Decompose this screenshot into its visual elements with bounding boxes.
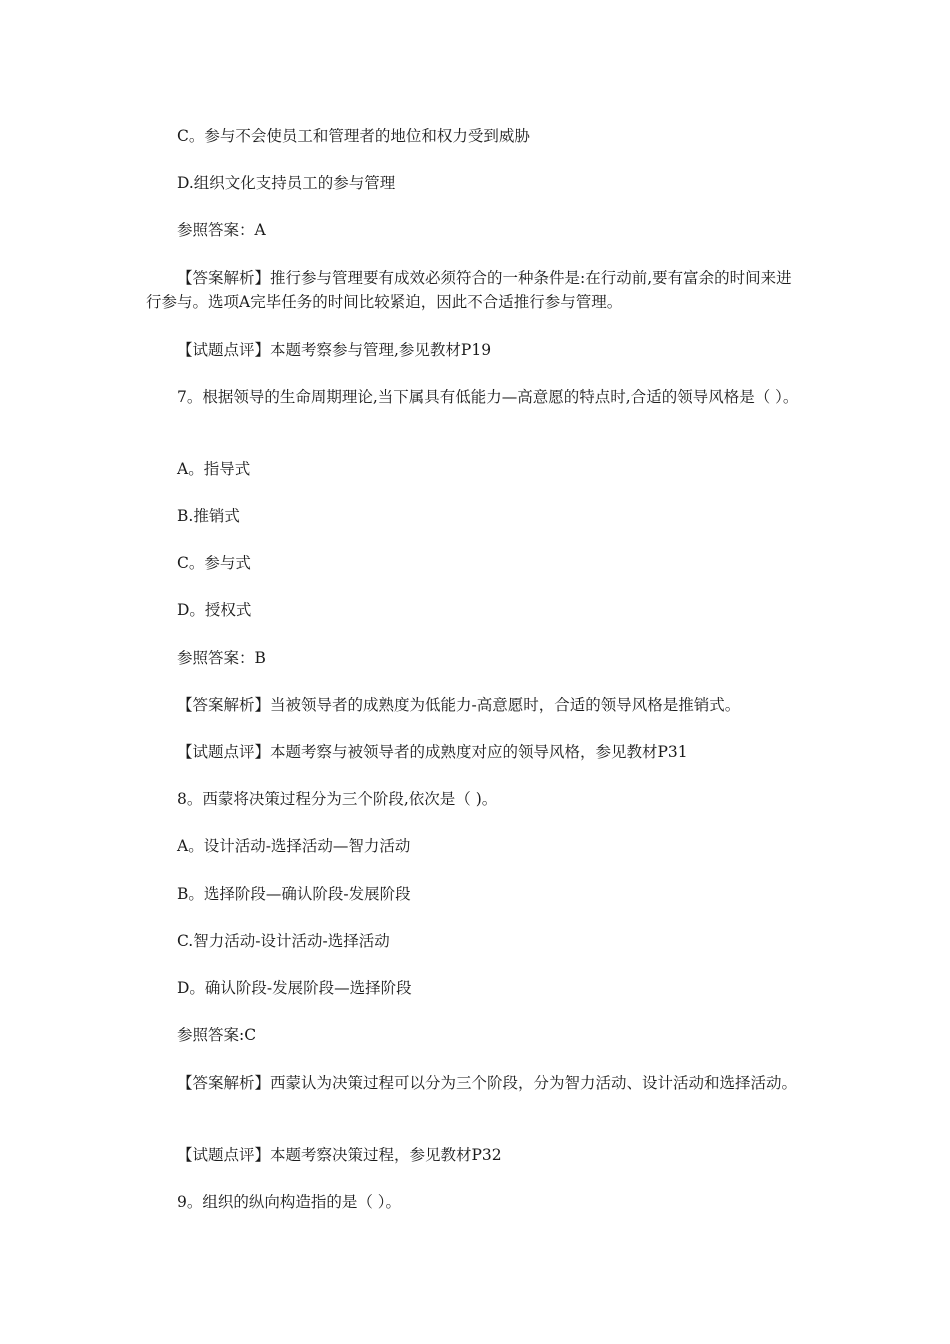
q9-question: 9。组织的纵向构造指的是（ ）。: [177, 1193, 402, 1211]
q6-option-d: D.组织文化支持员工的参与管理: [177, 174, 396, 192]
q6-comment: 【试题点评】本题考察参与管理,参见教材P19: [177, 341, 492, 359]
q6-analysis: 【答案解析】推行参与管理要有成效必须符合的一种条件是:在行动前,要有富余的时间来进行参与。选项A完毕任务的时间比较紧迫，因此不合适推行参与管理。: [146, 269, 792, 311]
q7-option-c: C。参与式: [177, 554, 251, 572]
q8-comment: 【试题点评】本题考察决策过程，参见教材P32: [177, 1146, 502, 1164]
q7-question: 7。根据领导的生命周期理论,当下属具有低能力—高意愿的特点时,合适的领导风格是（ ）。: [177, 388, 799, 406]
q8-option-d: D。确认阶段-发展阶段—选择阶段: [177, 979, 412, 997]
q7-option-b: B.推销式: [177, 507, 240, 525]
q6-answer: 参照答案：A: [177, 221, 266, 239]
q8-option-c: C.智力活动-设计活动-选择活动: [177, 932, 390, 950]
q7-analysis: 【答案解析】当被领导者的成熟度为低能力-高意愿时，合适的领导风格是推销式。: [177, 696, 741, 714]
q6-option-c: C。参与不会使员工和管理者的地位和权力受到威胁: [177, 127, 530, 145]
q8-analysis: 【答案解析】西蒙认为决策过程可以分为三个阶段，分为智力活动、设计活动和选择活动。: [177, 1074, 798, 1092]
q7-option-d: D。授权式: [177, 601, 252, 619]
q7-option-a: A。指导式: [177, 460, 251, 478]
q7-comment: 【试题点评】本题考察与被领导者的成熟度对应的领导风格，参见教材P31: [177, 743, 688, 761]
q8-option-b: B。选择阶段—确认阶段-发展阶段: [177, 885, 411, 903]
q8-question: 8。西蒙将决策过程分为三个阶段,依次是（ )。: [177, 790, 498, 808]
q8-option-a: A。设计活动-选择活动—智力活动: [177, 837, 411, 855]
q7-answer: 参照答案：B: [177, 649, 266, 667]
q8-answer: 参照答案:C: [177, 1026, 257, 1044]
